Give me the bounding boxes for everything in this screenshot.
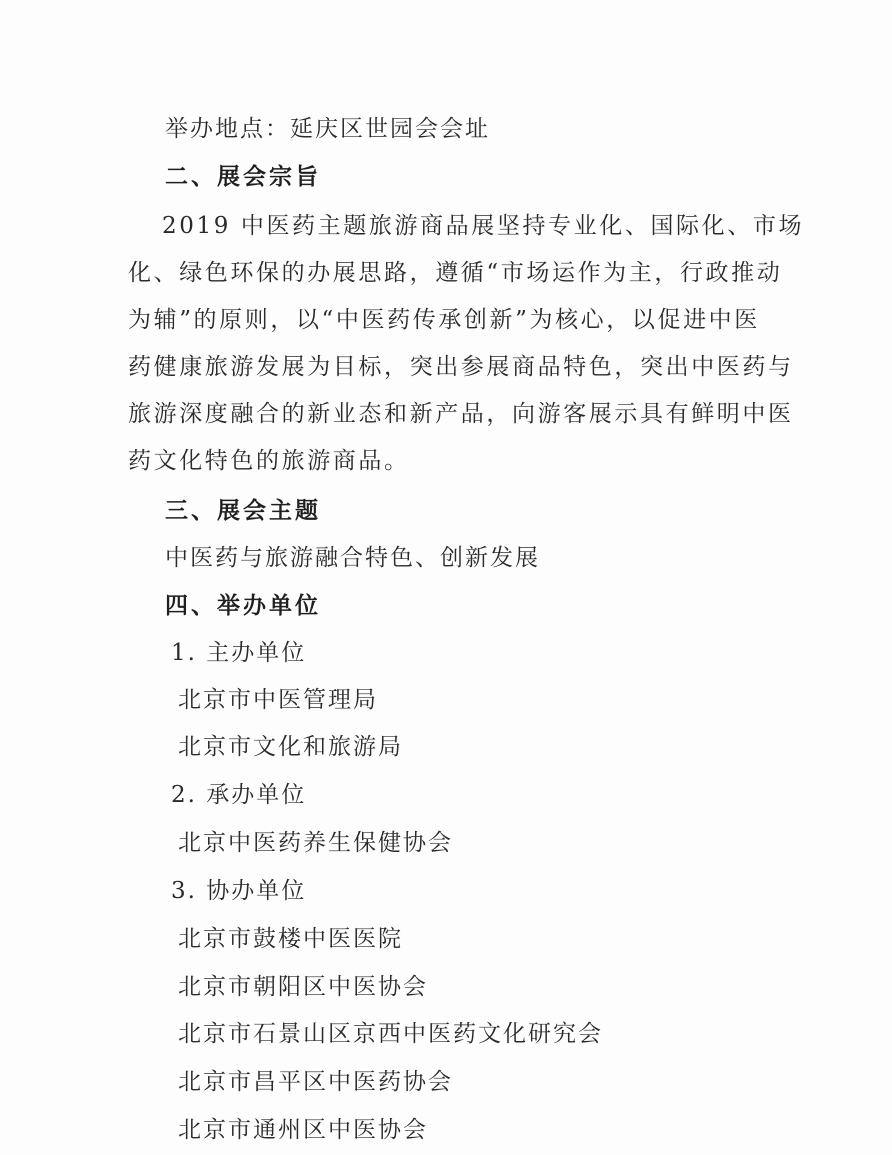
paragraph-line: 药文化特色的旅游商品。: [128, 448, 410, 474]
host-label: 1. 主办单位: [171, 640, 307, 666]
section-heading-purpose: 二、展会宗旨: [165, 164, 321, 190]
paragraph-line: 为辅”的原则，以“中医药传承创新”为核心，以促进中医: [128, 307, 760, 333]
co-organizer-label: 3. 协办单位: [171, 878, 307, 904]
section-heading-organizers: 四、举办单位: [165, 593, 321, 619]
organizer-label: 2. 承办单位: [171, 782, 307, 808]
paragraph-line: 旅游深度融合的新业态和新产品，向游客展示具有鲜明中医: [128, 401, 794, 427]
purpose-paragraph: [128, 211, 805, 493]
venue-line: 举办地点：延庆区世园会会址: [165, 116, 490, 142]
co-organizer-item: 北京市通州区中医协会: [178, 1117, 428, 1143]
host-item: 北京市中医管理局: [178, 687, 378, 713]
co-organizer-item: 北京市朝阳区中医协会: [178, 974, 428, 1000]
theme-text: 中医药与旅游融合特色、创新发展: [165, 545, 540, 571]
co-organizer-item: 北京市昌平区中医药协会: [178, 1069, 453, 1095]
paragraph-line: 化、绿色环保的办展思路，遵循“市场运作为主，行政推动: [128, 260, 783, 286]
section-heading-theme: 三、展会主题: [165, 498, 321, 524]
paragraph-line: 药健康旅游发展为目标，突出参展商品特色，突出中医药与: [128, 354, 794, 380]
host-item: 北京市文化和旅游局: [178, 734, 403, 760]
co-organizer-item: 北京市石景山区京西中医药文化研究会: [178, 1021, 603, 1047]
organizer-item: 北京中医药养生保健协会: [178, 830, 453, 856]
paragraph-line: 2019 中医药主题旅游商品展坚持专业化、国际化、市场: [162, 213, 805, 239]
co-organizer-item: 北京市鼓楼中医医院: [178, 926, 403, 952]
